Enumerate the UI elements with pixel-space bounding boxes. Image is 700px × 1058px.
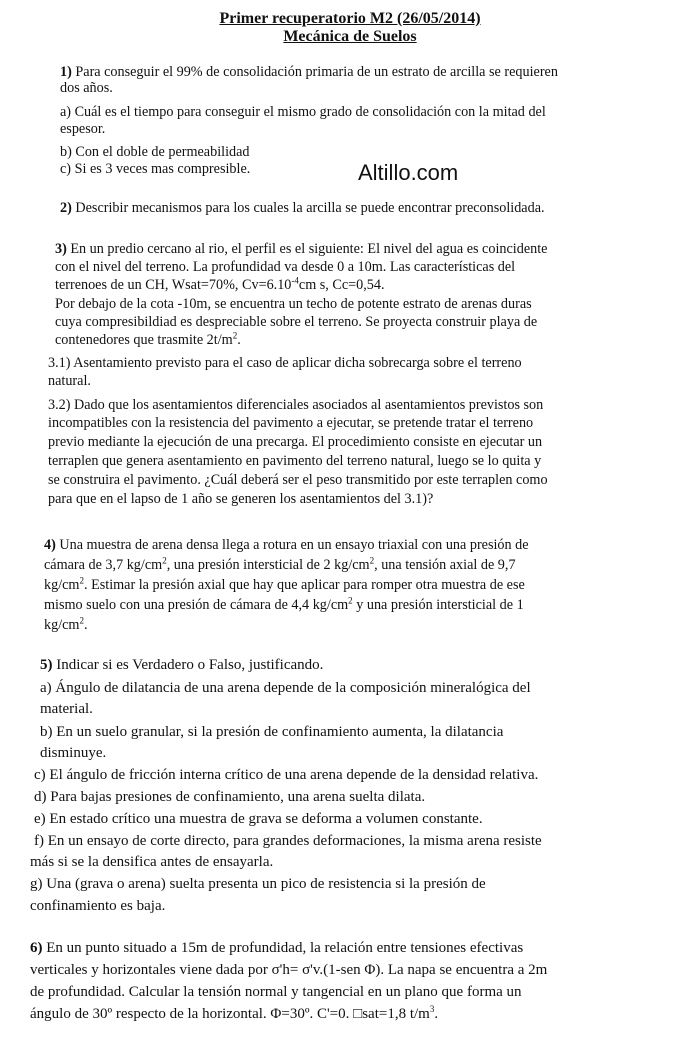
q5-item-a: a) Ángulo de dilatancia de una arena depende de la composición mineralógica del — [40, 680, 531, 696]
q2-line: 2) Describir mecanismos para los cuales la arcilla se puede encontrar preconsolidada. — [60, 200, 545, 216]
q2-number: 2) — [60, 200, 72, 216]
q1-number: 1) — [60, 64, 72, 80]
q3-line-4: Por debajo de la cota -10m, se encuentra un techo de potente estrato de arenas duras — [55, 296, 532, 312]
q3-2-line-5: se construira el pavimento. ¿Cuál deberá ser el peso transmitido por este terraplen como — [48, 472, 548, 488]
watermark: Altillo.com — [358, 160, 459, 185]
q4-line-2: cámara de 3,7 $kg/cm^2$, una presión intersticial de 2 $kg/cm^2$, una tensión axial de 9,7 — [44, 555, 516, 573]
q3-2-line-2: incompatibles con la resistencia del pavimento a ejecutar, se pretende tratar el terreno — [48, 415, 534, 431]
q6-number: 6) — [30, 940, 43, 956]
q6-line-1: 6) En un punto situado a 15m de profundidad, la relación entre tensiones efectivas — [30, 940, 524, 956]
q3-2-line-6: para que en el lapso de 1 año se generen los asentamientos del 3.1)? — [48, 491, 434, 507]
q1-item-a: a) Cuál es el tiempo para conseguir el mismo grado de consolidación con la mitad del — [60, 104, 546, 120]
q5-number: 5) — [40, 657, 53, 673]
q3-2-line-1: 3.2) Dado que los asentamientos diferenciales asociados al asentamientos previstos son — [48, 397, 544, 413]
exam-subtitle: Mecánica de Suelos — [283, 28, 417, 45]
q3-number: 3) — [55, 241, 67, 257]
q3-2-line-4: terraplen que genera asentamiento en pavimento del terreno natural, luego se lo quita y — [48, 453, 542, 469]
q3-line-6: contenedores que trasmite $2t/m^2$. — [55, 330, 241, 348]
q3-line-5: cuya compresibildiad es despreciable sobre el terreno. Se proyecta construir playa de — [55, 314, 538, 330]
q5-item-f-cont: más si se la densifica antes de ensayarla. — [30, 854, 274, 870]
q3-2-line-3: previo mediante la ejecución de una precarga. El procedimiento consiste en ejecutar un — [48, 434, 543, 450]
q4-line-4: mismo suelo con una presión de cámara de 4,4 $kg/cm^2$ y una presión intersticial de 1 — [44, 595, 524, 613]
q3-line-1: 3) En un predio cercano al rio, el perfil es el siguiente: El nivel del agua es coincidente — [55, 241, 548, 257]
q5-item-g: g) Una (grava o arena) suelta presenta un pico de resistencia si la presión de — [30, 876, 486, 892]
q5-item-b: b) En un suelo granular, si la presión de confinamiento aumenta, la dilatancia — [40, 724, 504, 740]
q1-item-b: b) Con el doble de permeabilidad — [60, 144, 250, 160]
q3-line-3: terrenoes de un CH, Wsat=70%, $Cv=6.10^{-4}cm$ s, Cc=0,54. — [55, 275, 385, 293]
q6-line-2: verticales y horizontales viene dada por σ'h= σ'v.(1-sen Φ). La napa se encuentra a 2m — [30, 962, 548, 978]
q5-item-e: e) En estado crítico una muestra de grava se deforma a volumen constante. — [34, 811, 483, 827]
q3-line-2: con el nivel del terreno. La profundidad va desde 0 a 10m. Las características del — [55, 259, 516, 275]
q4-line-3: $kg/cm^2$. Estimar la presión axial que hay que aplicar para romper otra muestra de ese — [44, 575, 525, 593]
q4-number: 4) — [44, 537, 56, 553]
q6-line-4: ángulo de 30º respecto de la horizontal. Φ=30º. C'=0. □sat=1,8 $t/m^3$. — [30, 1004, 439, 1022]
q5-item-c: c) El ángulo de fricción interna crítico de una arena depende de la densidad relativa. — [34, 767, 539, 783]
q5-item-a-cont: material. — [40, 701, 93, 717]
q3-1-line-1: 3.1) Asentamiento previsto para el caso de aplicar dicha sobrecarga sobre el terreno — [48, 355, 522, 371]
q5-item-f: f) En un ensayo de corte directo, para grandes deformaciones, la misma arena resiste — [34, 833, 542, 849]
q1-line-1: 1) Para conseguir el 99% de consolidación primaria de un estrato de arcilla se requieren — [60, 64, 558, 80]
q5-line-1: 5) Indicar si es Verdadero o Falso, justificando. — [40, 657, 324, 673]
q4-line-5: $kg/cm^2$. — [44, 615, 88, 633]
q3-1-line-2: natural. — [48, 373, 91, 389]
q4-line-1: 4) Una muestra de arena densa llega a rotura en un ensayo triaxial con una presión de — [44, 537, 529, 553]
exam-title: Primer recuperatorio M2 (26/05/2014) — [219, 10, 481, 27]
q1-line-2: dos años. — [60, 80, 113, 96]
q6-line-3: de profundidad. Calcular la tensión normal y tangencial en un plano que forma un — [30, 984, 522, 1000]
q5-item-d: d) Para bajas presiones de confinamiento, una arena suelta dilata. — [34, 789, 426, 805]
q5-item-b-cont: disminuye. — [40, 745, 107, 761]
q5-item-g-cont: confinamiento es baja. — [30, 898, 166, 914]
q1-item-c: c) Si es 3 veces mas compresible. — [60, 161, 251, 177]
q1-item-a-cont: espesor. — [60, 121, 106, 137]
